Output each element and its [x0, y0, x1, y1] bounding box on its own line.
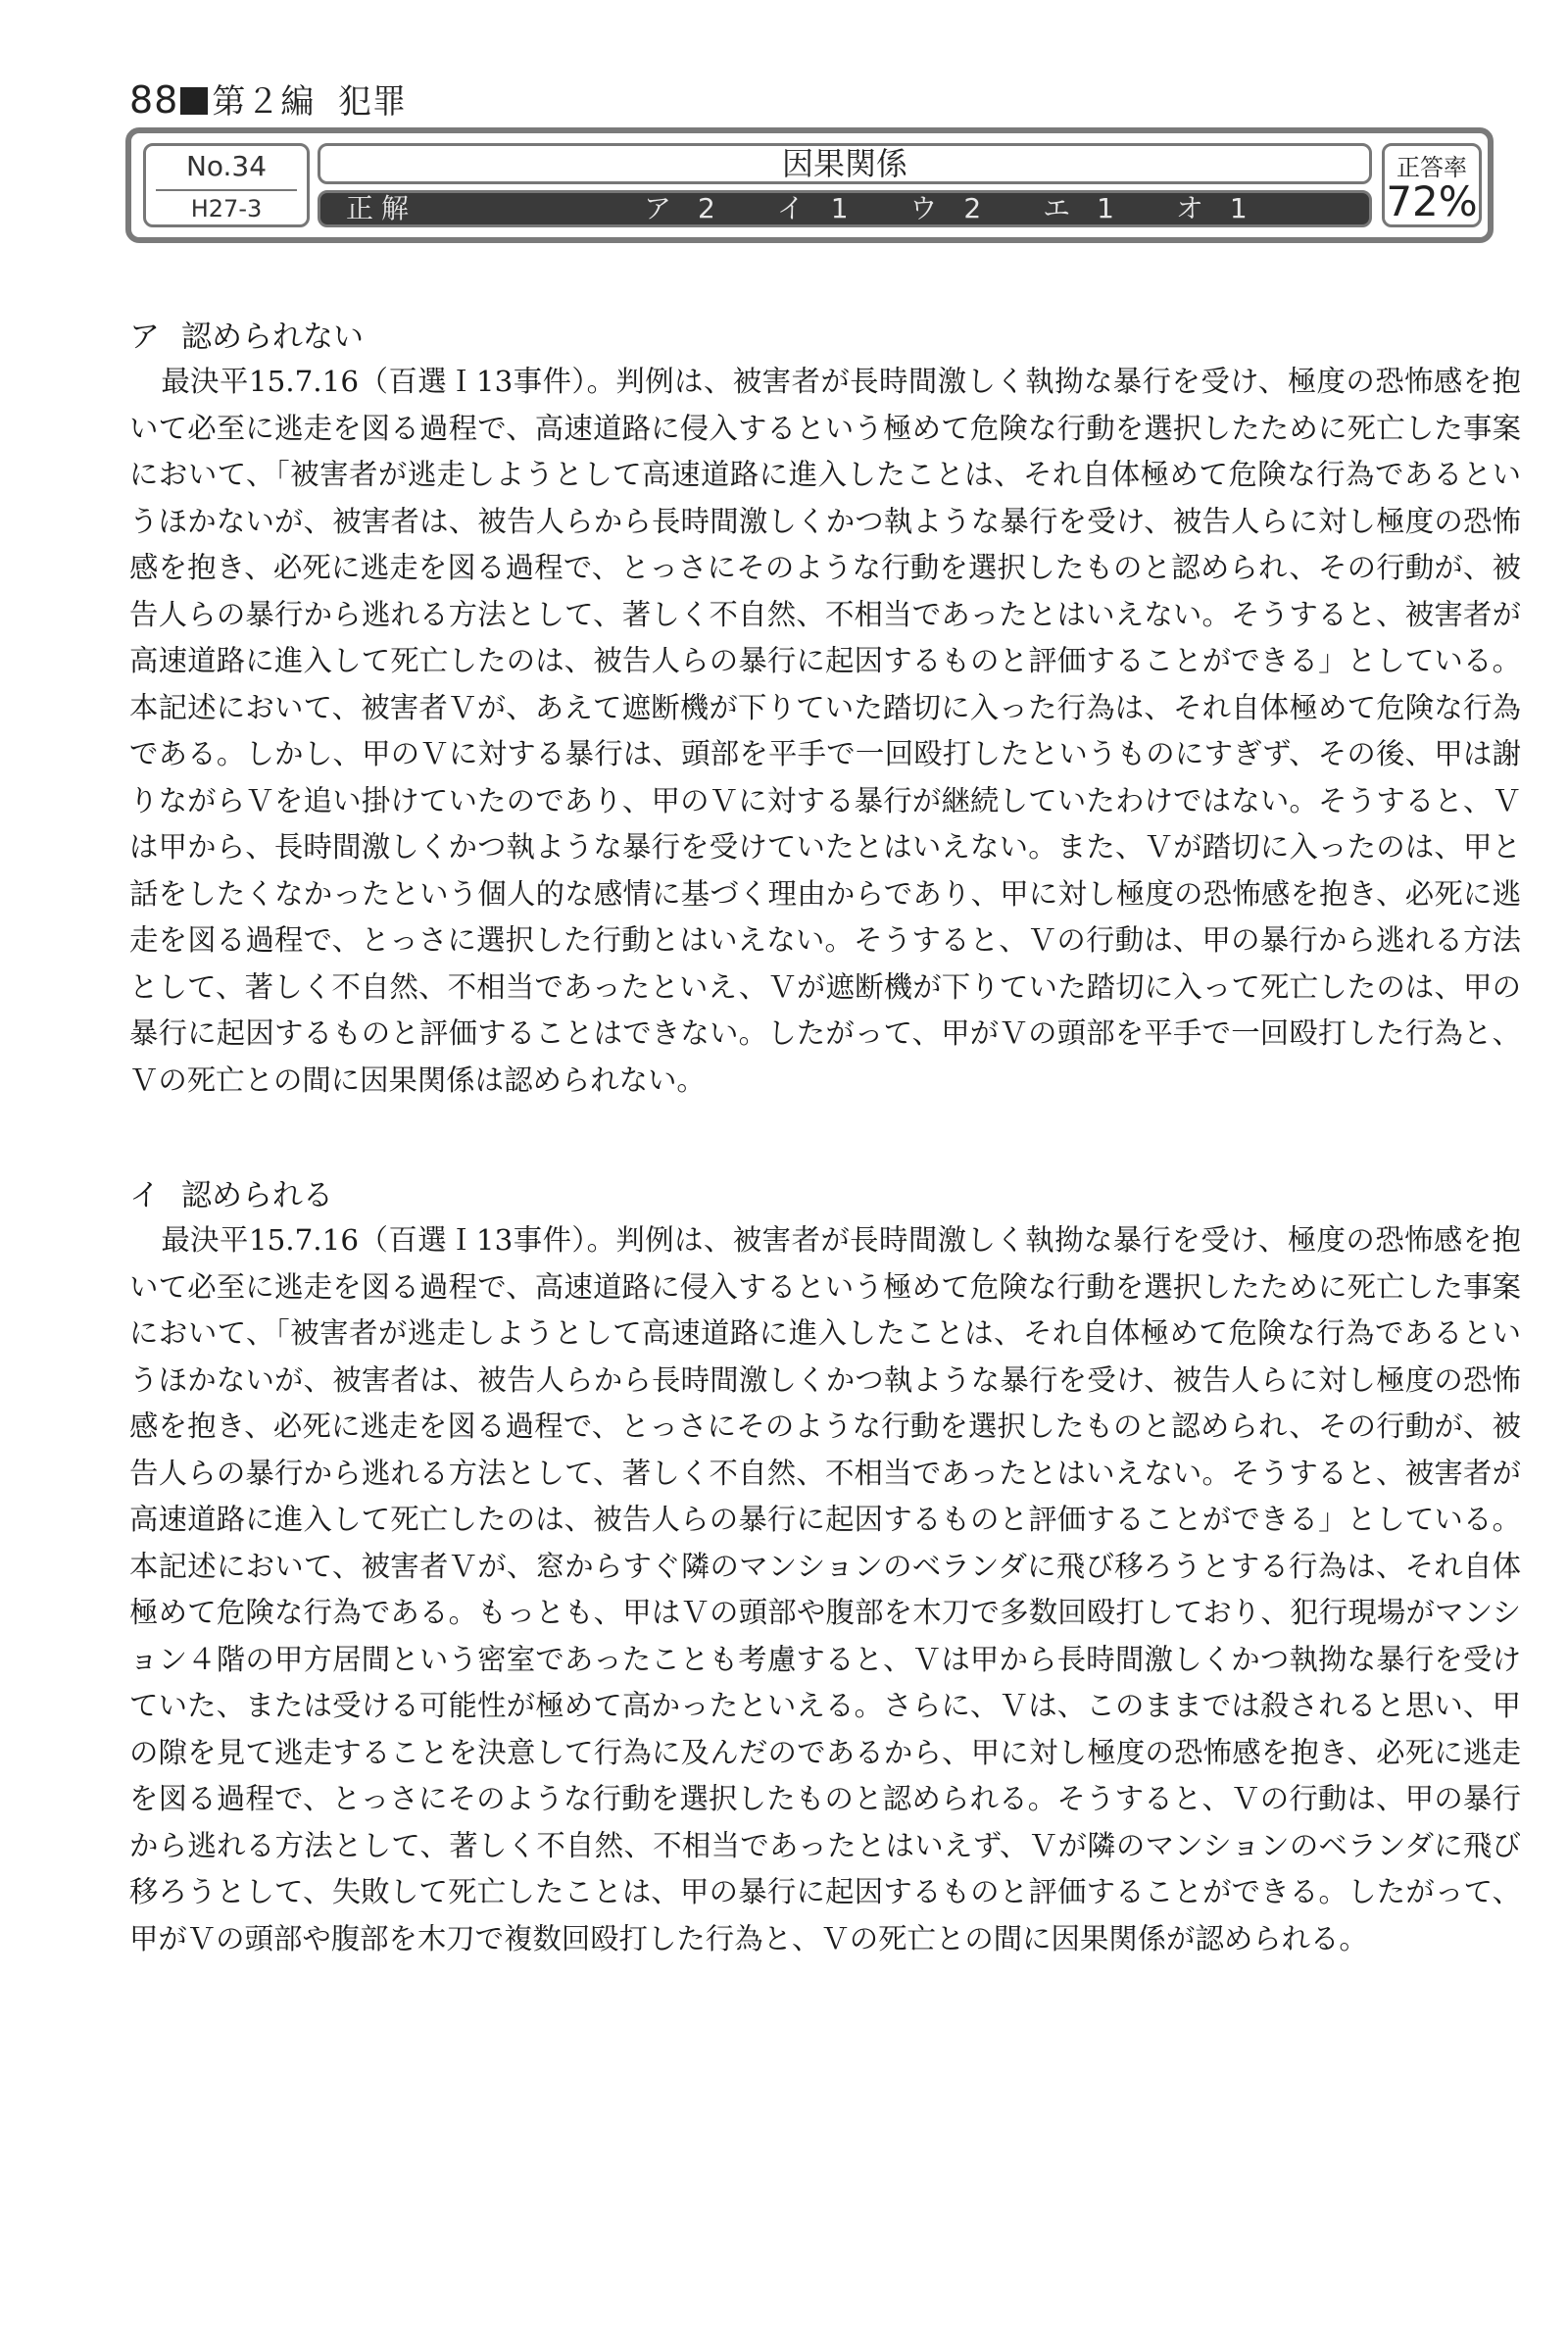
section-heading	[129, 316, 1521, 359]
question-header-box	[125, 127, 1494, 243]
question-number-cell	[143, 143, 310, 227]
exam-code: H27-3	[190, 195, 263, 223]
section-verdict: 認められる	[181, 1178, 333, 1213]
section-body: 最決平15.7.16（百選Ｉ13事件）。判例は、被害者が長時間激しく執拗な暴行を受け、極度の恐怖感を抱いて必至に逃走を図る過程で、高速道路に侵入するという極めて危険な行動を選択したために死亡した事案において、「被害者が逃走しようとして高速道路に進入したことは、それ自体極めて危険な行為であるというほかないが、被害者は、被告人らから長時間激しくかつ執ような暴行を受け、被告人らに対し極度の恐怖感を抱き、必死に逃走を図る過程で、とっさにそのような行動を選択したものと認められ、その行動が、被告人らの暴行から逃れる方法として、著しく不自然、不相当であったとはいえない。そうすると、被害者が高速道路に進入して死亡したのは、被告人らの暴行に起因するものと評価することができる」としている。本記述において、被害者Ｖが、窓からすぐ隣のマンションのベランダに飛び移ろうとする行為は、それ自体極めて危険な行為である。もっとも、甲はＶの頭部や腹部を木刀で多数回殴打しており、犯行現場がマンション４階の甲方居間という密室であったことも考慮すると、Ｖは甲から長時間激しくかつ執拗な暴行を受けていた、または受ける可能性が極めて高かったといえる。さらに、Ｖは、このままでは殺されると思い、甲の隙を見て逃走することを決意して行為に及んだのであるから、甲に対し極度の恐怖感を抱き、必死に逃走を図る過程で、とっさにそのような行動を選択したものと認められる。そうすると、Ｖの行動は、甲の暴行から逃れる方法として、著しく不自然、不相当であったとはいえず、Ｖが隣のマンションのベランダに飛び移ろうとして、失敗して死亡したことは、甲の暴行に起因するものと評価することができる。したがって、甲がＶの頭部や腹部を木刀で複数回殴打した行為と、Ｖの死亡との間に因果関係が認められる。	[129, 1223, 1521, 1955]
correct-rate-label: 正答率	[1396, 154, 1467, 181]
running-header	[129, 74, 407, 123]
cell-divider	[156, 189, 297, 191]
correct-rate-value: 72%	[1386, 177, 1478, 225]
answer-values: ア2 イ1 ウ2 エ1 オ1	[644, 192, 1274, 224]
section-marker: ア	[129, 320, 160, 355]
section-verdict: 認められない	[181, 320, 364, 355]
page-number: 88	[129, 78, 179, 122]
section-marker: イ	[129, 1178, 160, 1213]
answer-label: 正解	[346, 192, 417, 224]
section-i	[129, 1174, 1521, 1962]
section-heading	[129, 1174, 1521, 1217]
section-a	[129, 316, 1521, 1104]
question-title: 因果関係	[318, 143, 1372, 184]
section-body: 最決平15.7.16（百選Ｉ13事件）。判例は、被害者が長時間激しく執拗な暴行を受け、極度の恐怖感を抱いて必至に逃走を図る過程で、高速道路に侵入するという極めて危険な行動を選択したために死亡した事案において、「被害者が逃走しようとして高速道路に進入したことは、それ自体極めて危険な行為であるというほかないが、被害者は、被告人らから長時間激しくかつ執ような暴行を受け、被告人らに対し極度の恐怖感を抱き、必死に逃走を図る過程で、とっさにそのような行動を選択したものと認められ、その行動が、被告人らの暴行から逃れる方法として、著しく不自然、不相当であったとはいえない。そうすると、被害者が高速道路に進入して死亡したのは、被告人らの暴行に起因するものと評価することができる」としている。本記述において、被害者Ｖが、あえて遮断機が下りていた踏切に入った行為は、それ自体極めて危険な行為である。しかし、甲のＶに対する暴行は、頭部を平手で一回殴打したというものにすぎず、その後、甲は謝りながらＶを追い掛けていたのであり、甲のＶに対する暴行が継続していたわけではない。そうすると、Ｖは甲から、長時間激しくかつ執ような暴行を受けていたとはいえない。また、Ｖが踏切に入ったのは、甲と話をしたくなかったという個人的な感情に基づく理由からであり、甲に対し極度の恐怖感を抱き、必死に逃走を図る過程で、とっさに選択した行動とはいえない。そうすると、Ｖの行動は、甲の暴行から逃れる方法として、著しく不自然、不相当であったといえ、Ｖが遮断機が下りていた踏切に入って死亡したのは、甲の暴行に起因するものと評価することはできない。したがって、甲がＶの頭部を平手で一回殴打した行為と、Ｖの死亡との間に因果関係は認められない。	[129, 365, 1521, 1097]
answer-bar	[318, 190, 1372, 227]
correct-rate-cell	[1382, 143, 1482, 227]
square-bullet-icon	[180, 87, 208, 115]
part-label: 第２編	[212, 82, 316, 122]
question-number: No.34	[185, 150, 268, 182]
chapter-title: 犯罪	[337, 82, 407, 122]
